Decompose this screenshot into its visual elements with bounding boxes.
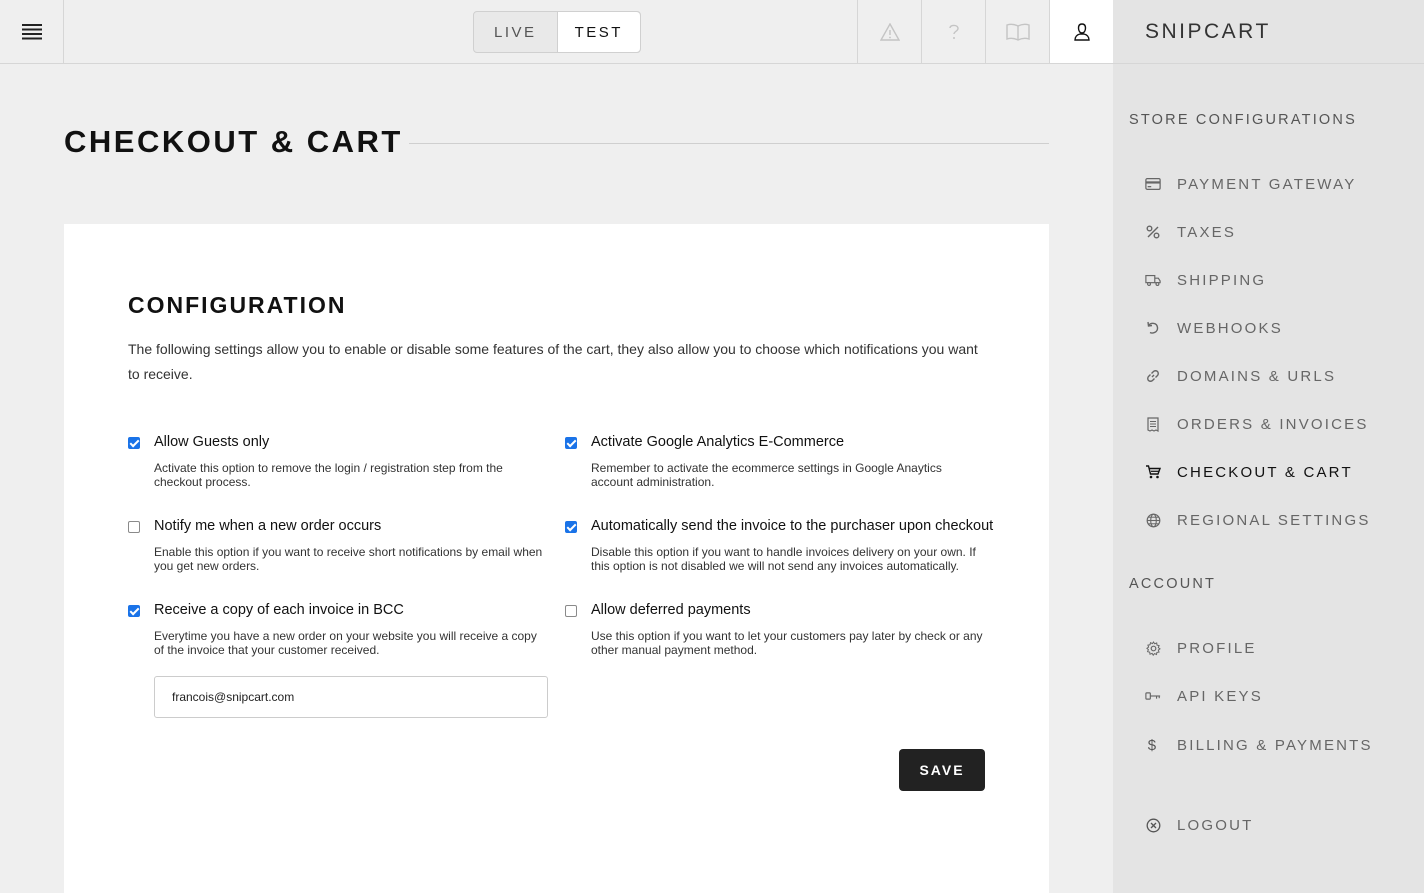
warning-button[interactable] <box>857 0 921 63</box>
notify-new-order-checkbox[interactable] <box>128 521 140 533</box>
user-icon <box>1074 23 1090 41</box>
sidebar-item-label: PAYMENT GATEWAY <box>1177 175 1357 193</box>
page-title: CHECKOUT & CART <box>64 124 403 159</box>
title-divider <box>409 143 1049 144</box>
sidebar-item-label: DOMAINS & URLS <box>1177 367 1337 385</box>
top-icon-group <box>857 0 1113 63</box>
key-icon <box>1145 688 1161 704</box>
dollar-icon: $ <box>1147 736 1159 754</box>
menu-icon <box>21 23 43 41</box>
sidebar-item-label: CHECKOUT & CART <box>1177 463 1353 481</box>
save-button[interactable]: SAVE <box>899 749 985 791</box>
sidebar-item-shipping[interactable] <box>1145 268 1266 292</box>
book-icon <box>1006 23 1030 41</box>
deferred-payments-checkbox[interactable] <box>565 605 577 617</box>
sidebar-item-taxes[interactable] <box>1145 220 1236 244</box>
sidebar-item-label: ORDERS & INVOICES <box>1177 415 1369 433</box>
top-bar <box>0 0 1113 64</box>
env-test-button[interactable]: TEST <box>557 12 641 52</box>
sidebar-item-label: BILLING & PAYMENTS <box>1177 736 1373 754</box>
sidebar-item-logout[interactable] <box>1145 813 1254 837</box>
sidebar-item-domains[interactable] <box>1145 364 1336 388</box>
bcc-email-field[interactable] <box>154 676 548 718</box>
sidebar-item-billing[interactable] <box>1145 733 1373 757</box>
option-label[interactable]: Activate Google Analytics E-Commerce <box>591 434 845 450</box>
sidebar-item-label: LOGOUT <box>1177 816 1254 834</box>
gear-icon <box>1145 640 1161 656</box>
warning-icon <box>880 23 900 41</box>
help-icon <box>948 23 960 41</box>
google-analytics-checkbox[interactable] <box>565 437 577 449</box>
invoice-bcc-checkbox[interactable] <box>128 605 140 617</box>
sidebar-item-label: REGIONAL SETTINGS <box>1177 511 1371 529</box>
sidebar-item-orders[interactable] <box>1145 412 1369 436</box>
option-hint: Everytime you have a new order on your website you will receive a copy of the invoice that your customer received. <box>154 629 537 657</box>
option-hint: Disable this option if you want to handle invoices delivery on your own. If this option is not disabled we will not send any invoices automatically. <box>591 545 976 573</box>
card-description: The following settings allow you to enable or disable some features of the cart, they also allow you to choose which notifications you want to receive. <box>128 341 978 382</box>
option-label[interactable]: Notify me when a new order occurs <box>154 518 382 534</box>
auto-send-invoice-checkbox[interactable] <box>565 521 577 533</box>
option-label[interactable]: Receive a copy of each invoice in BCC <box>154 602 404 618</box>
store-config-heading: STORE CONFIGURATIONS <box>1129 112 1357 128</box>
sidebar-item-profile[interactable] <box>1145 636 1257 660</box>
docs-button[interactable] <box>985 0 1049 63</box>
user-button[interactable] <box>1049 0 1113 63</box>
sidebar-item-label: WEBHOOKS <box>1177 319 1283 337</box>
option-hint: Activate this option to remove the login / registration step from the checkout process. <box>154 461 503 489</box>
truck-icon <box>1145 272 1161 288</box>
sidebar-item-label: SHIPPING <box>1177 271 1267 289</box>
sidebar <box>1113 0 1424 893</box>
option-label[interactable]: Automatically send the invoice to the purchaser upon checkout <box>591 518 994 534</box>
sidebar-item-payment-gateway[interactable] <box>1145 172 1356 196</box>
receipt-icon <box>1145 416 1161 432</box>
sidebar-item-label: API KEYS <box>1177 687 1263 705</box>
sidebar-item-label: PROFILE <box>1177 639 1257 657</box>
cart-icon <box>1145 464 1161 480</box>
sidebar-item-webhooks[interactable] <box>1145 316 1283 340</box>
credit-card-icon <box>1145 176 1161 192</box>
configuration-card <box>64 224 1049 893</box>
menu-button[interactable] <box>0 0 64 63</box>
globe-icon <box>1145 512 1161 528</box>
option-hint: Use this option if you want to let your customers pay later by check or any other manual payment method. <box>591 629 983 657</box>
close-circle-icon <box>1145 817 1161 833</box>
brand-logo[interactable]: SNIPCART <box>1145 20 1271 43</box>
option-label[interactable]: Allow Guests only <box>154 434 270 450</box>
undo-icon <box>1145 320 1161 336</box>
sidebar-item-checkout-cart[interactable] <box>1145 460 1353 484</box>
percent-icon <box>1145 224 1161 240</box>
env-live-button[interactable]: LIVE <box>493 23 537 41</box>
allow-guests-checkbox[interactable] <box>128 437 140 449</box>
option-hint: Remember to activate the ecommerce settings in Google Anaytics account administration. <box>591 461 942 489</box>
environment-toggle <box>473 11 641 53</box>
help-button[interactable] <box>921 0 985 63</box>
link-icon <box>1145 368 1161 384</box>
sidebar-item-label: TAXES <box>1177 223 1237 241</box>
account-heading: ACCOUNT <box>1129 576 1217 592</box>
sidebar-item-regional[interactable] <box>1145 508 1371 532</box>
option-label[interactable]: Allow deferred payments <box>591 602 751 618</box>
sidebar-item-api-keys[interactable] <box>1145 684 1263 708</box>
card-title: CONFIGURATION <box>128 292 347 318</box>
option-hint: Enable this option if you want to receive short notifications by email when you get new orders. <box>154 545 543 573</box>
